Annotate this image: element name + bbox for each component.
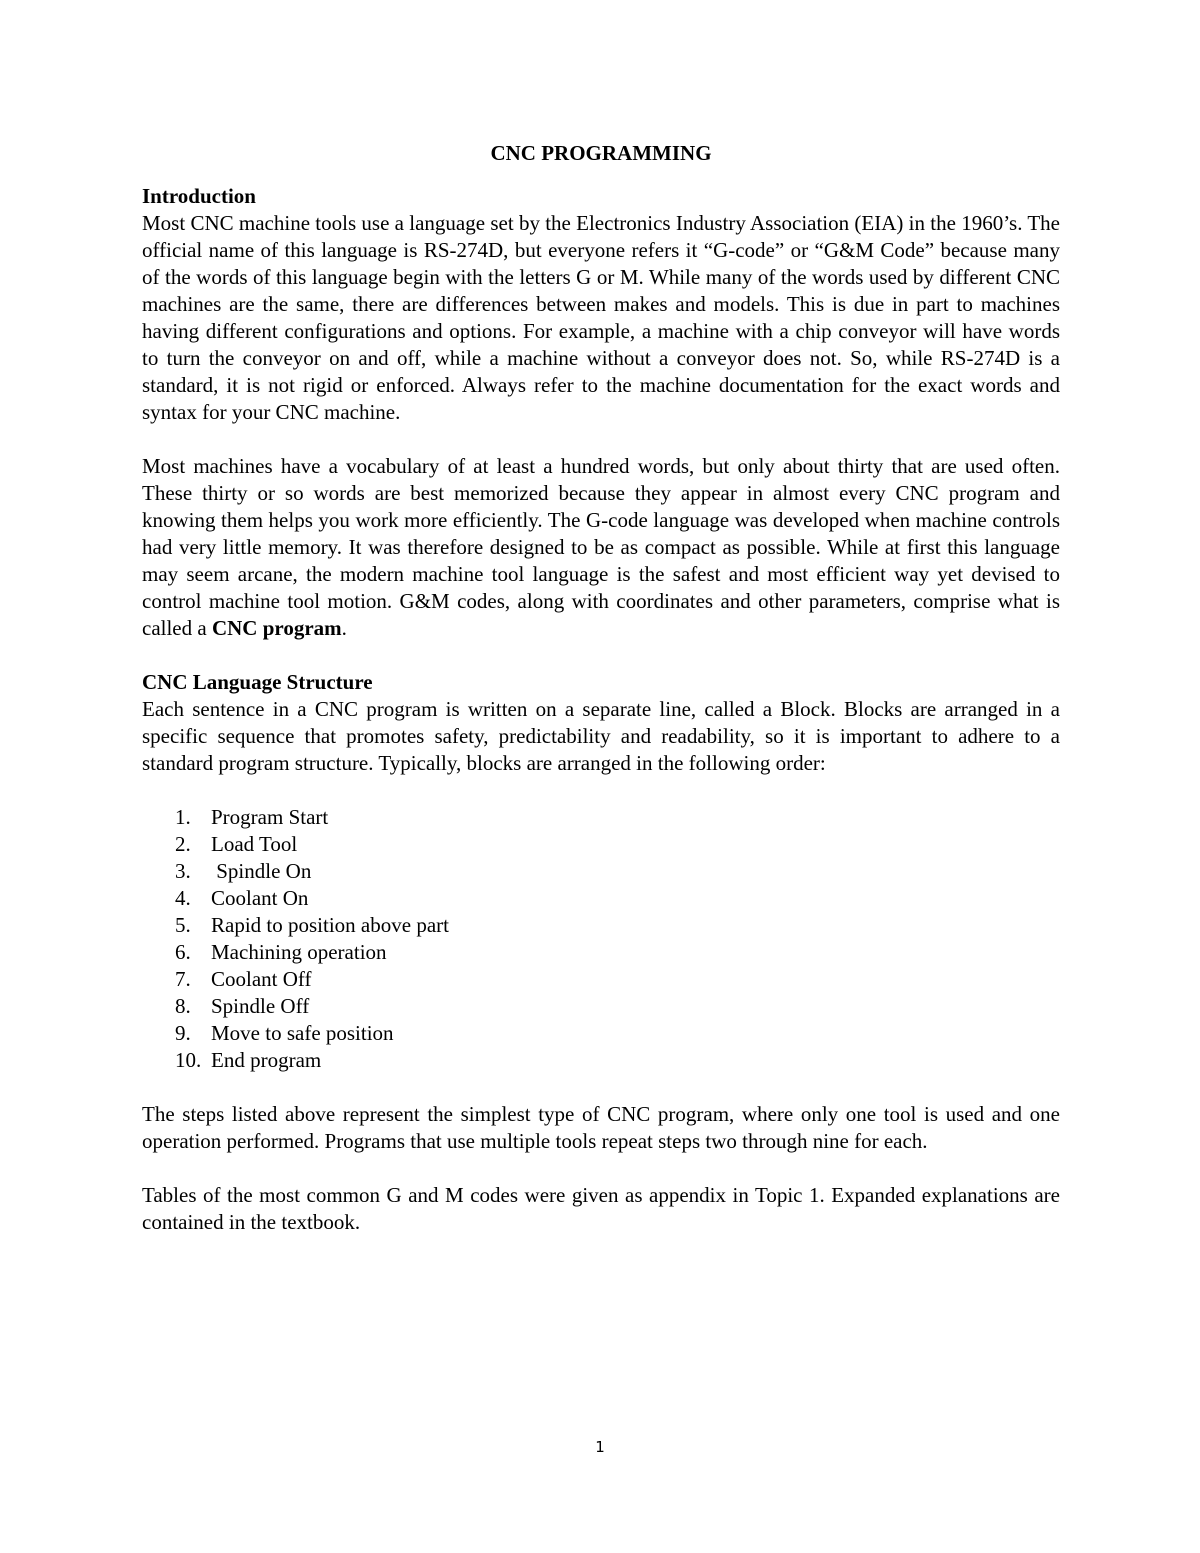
list-item-text: Spindle On — [211, 859, 312, 883]
paragraph-spacer — [142, 426, 1060, 453]
list-item-text: Load Tool — [211, 832, 298, 856]
paragraph-2-end: . — [341, 616, 347, 640]
list-item-text: Coolant Off — [211, 967, 312, 991]
list-item — [175, 804, 1060, 831]
document-title: CNC PROGRAMMING — [490, 141, 712, 165]
list-item-number: 9. — [175, 1021, 191, 1045]
steps-explanation-paragraph: The steps listed above represent the simplest type of CNC program, where only one tool is used and one operation performed. Programs that use multiple tools repeat steps two through nine for each. — [142, 1102, 1060, 1153]
list-item-number: 10. — [175, 1048, 202, 1072]
list-item-text: Coolant On — [211, 886, 309, 910]
list-spacer — [142, 777, 1060, 804]
list-item — [175, 858, 1060, 885]
list-item-number: 8. — [175, 994, 191, 1018]
list-item-text: End program — [211, 1048, 322, 1072]
structure-paragraph: Each sentence in a CNC program is written on a separate line, called a Block. Blocks are arranged in a specific sequence that promotes safety, predictability and readability, so it is important to adhere to a standard program structure. Typically, blocks are arranged in the following order: — [142, 697, 1060, 775]
list-item-text: Rapid to position above part — [211, 913, 449, 937]
list-item — [175, 993, 1060, 1020]
introduction-paragraph-1: Most CNC machine tools use a language set by the Electronics Industry Association (EIA) in the 1960’s. The official name of this language is RS-274D, but everyone refers it “G-code” or “G&M Code” because many of the words of this language begin with the letters G or M. While many of the words used by different CNC machines are the same, there are differences between makes and models. This is due in part to machines having different configurations and options. For example, a machine with a chip conveyor will have words to turn the conveyor on and off, while a machine without a conveyor does not. So, while RS-274D is a standard, it is not rigid or enforced. Always refer to the machine documentation for the exact words and syntax for your CNC machine. — [142, 211, 1060, 424]
list-item-text: Program Start — [211, 805, 329, 829]
list-item-number: 3. — [175, 859, 191, 883]
list-item — [175, 939, 1060, 966]
section-spacer — [142, 642, 1060, 669]
list-item-number: 7. — [175, 967, 191, 991]
list-item-number: 1. — [175, 805, 191, 829]
introduction-paragraph-2 — [142, 453, 1060, 642]
list-item — [175, 831, 1060, 858]
list-item — [175, 912, 1060, 939]
paragraph-spacer — [142, 1155, 1060, 1182]
document-page — [142, 140, 1060, 1236]
list-item-number: 4. — [175, 886, 191, 910]
cnc-program-term: CNC program — [211, 616, 342, 640]
list-item — [175, 1020, 1060, 1047]
list-item-number: 5. — [175, 913, 191, 937]
list-item-number: 6. — [175, 940, 191, 964]
page-number: 1 — [595, 1438, 605, 1456]
list-item-number: 2. — [175, 832, 191, 856]
list-item — [175, 885, 1060, 912]
list-item-text: Spindle Off — [211, 994, 310, 1018]
introduction-heading: Introduction — [142, 184, 256, 208]
paragraph-spacer — [142, 1074, 1060, 1101]
program-steps-list — [142, 804, 1060, 1074]
paragraph-2-text: Most machines have a vocabulary of at least a hundred words, but only about thirty that are used often. These thirty or so words are best memorized because they appear in almost every CNC program and knowing them helps you work more efficiently. The G-code language was developed when machine controls had very little memory. It was therefore designed to be as compact as possible. While at first this language may seem arcane, the modern machine tool language is the safest and most efficient way yet devised to control machine tool motion. G&M codes, along with coordinates and other parameters, comprise what is called a — [142, 454, 1060, 640]
list-item — [175, 1047, 1060, 1074]
list-item-text: Move to safe position — [211, 1021, 394, 1045]
structure-heading: CNC Language Structure — [142, 670, 373, 694]
tables-note-paragraph: Tables of the most common G and M codes were given as appendix in Topic 1. Expanded explanations are contained in the textbook. — [142, 1183, 1060, 1234]
list-item — [175, 966, 1060, 993]
list-item-text: Machining operation — [211, 940, 387, 964]
